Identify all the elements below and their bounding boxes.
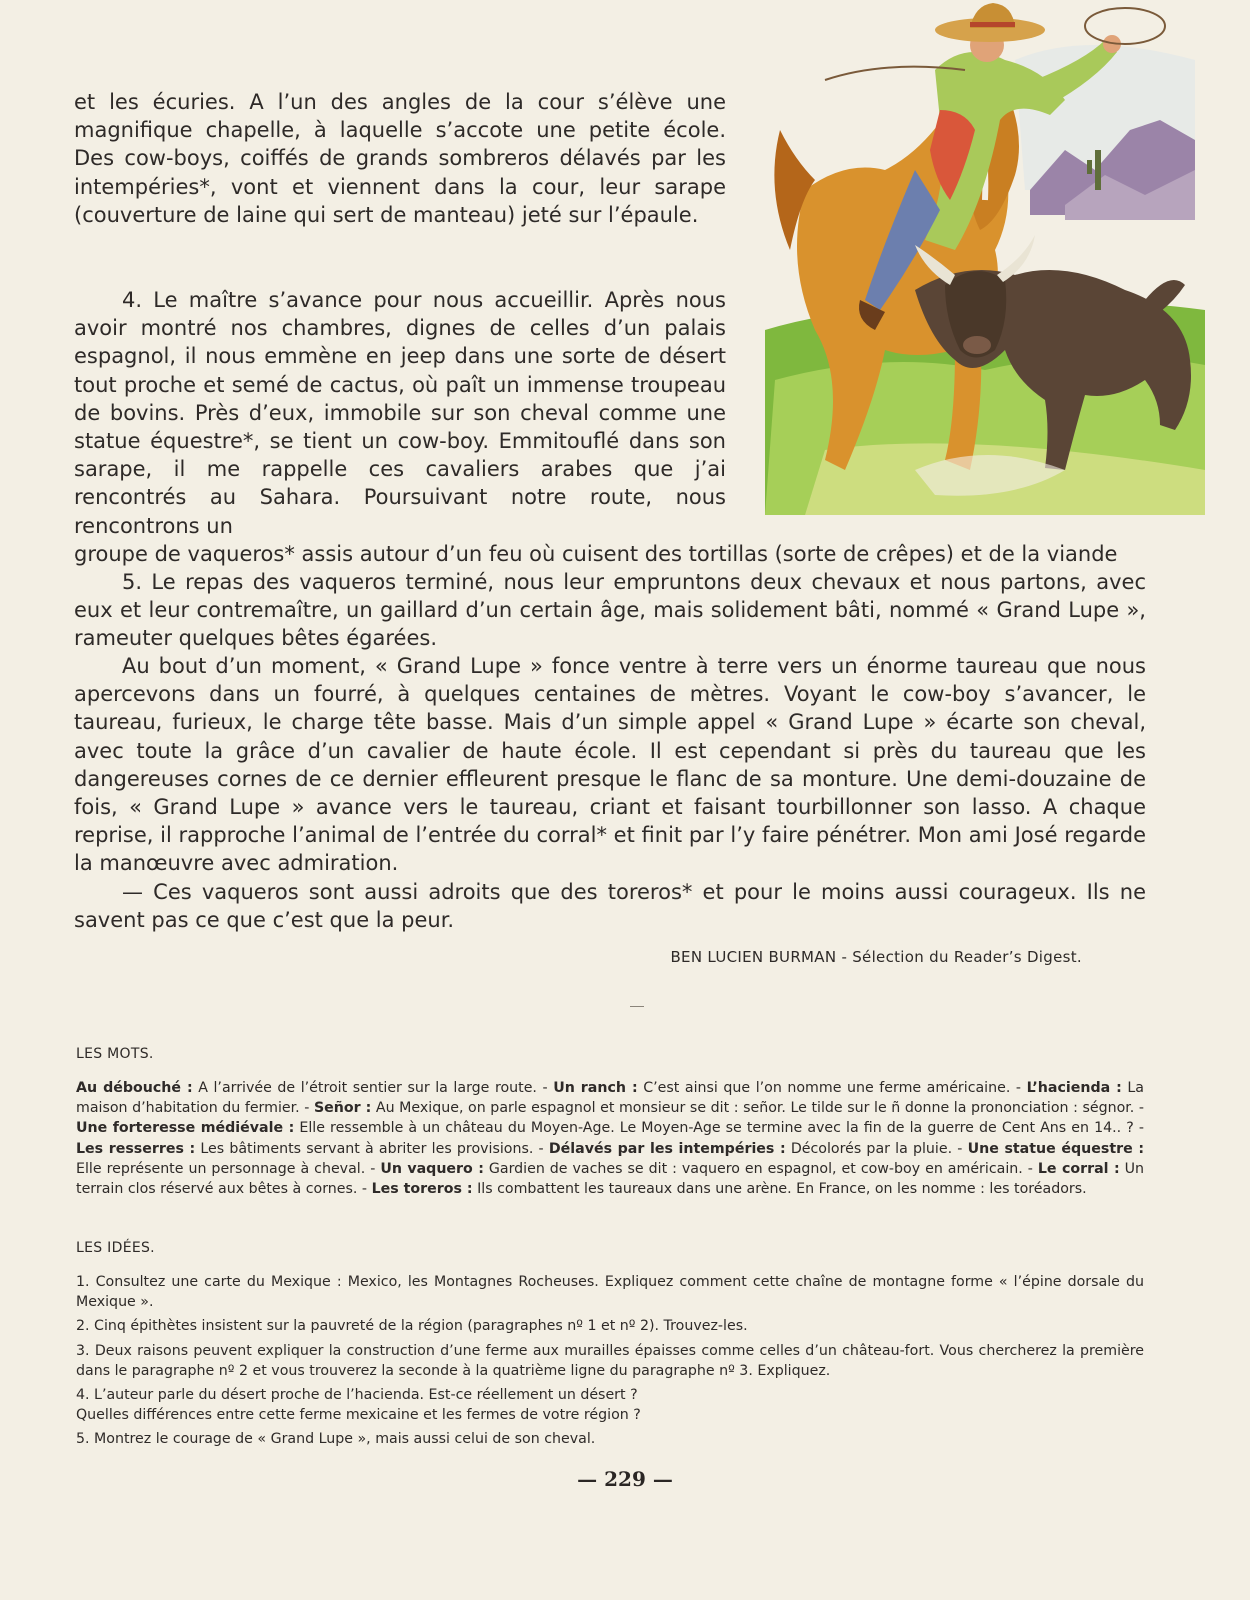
paragraph-quote — [74, 878, 1146, 934]
glossary-term: Délavés par les intempéries : — [548, 1140, 786, 1157]
question-5: 5. Montrez le courage de « Grand Lupe », mais aussi celui de son cheval. — [76, 1431, 596, 1448]
question-2: 2. Cinq épithètes insistent sur la pauvreté de la région (paragraphes nº 1 et nº 2). Trouvez-les. — [76, 1318, 748, 1335]
glossary-term: Señor : — [313, 1100, 372, 1117]
les-idees-questions — [76, 1272, 1144, 1454]
glossary-definition: Un terrain clos réservé aux bêtes à cornes. - — [76, 1160, 1144, 1198]
question-1: 1. Consultez une carte du Mexique : Mexico, les Montagnes Rocheuses. Expliquez comment cette chaîne de montagne forme « l’épine dorsale du Mexique ». — [76, 1274, 1144, 1311]
paragraph-4-end: groupe de vaqueros* assis autour d’un feu où cuisent des tortillas (sorte de crêpes) et de la viande — [74, 541, 1118, 566]
paragraph-4-text: 4. Le maître s’avance pour nous accueillir. Après nous avoir montré nos chambres, dignes de celles d’un palais espagnol, il nous emmène en jeep dans une sorte de désert tout proche et semé de cactus, où paît un immense troupeau de bovins. Près d’eux, immobile sur son cheval comme une statue équestre*, se tient un cow-boy. Emmitouflé dans son sarape, il me rappelle ces cavaliers arabes que j’ai rencontrés au Sahara. Poursuivant notre route, nous rencontrons un — [74, 288, 726, 538]
les-mots-heading: LES MOTS. — [76, 1046, 154, 1062]
glossary-term: Une statue équestre : — [967, 1140, 1145, 1157]
glossary-term: Les toreros : — [371, 1181, 473, 1198]
glossary-definition: C’est ainsi que l’on nomme une ferme américaine. - — [637, 1080, 1027, 1096]
paragraph-quote-text: — Ces vaqueros sont aussi adroits que des toreros* et pour le moins aussi courageux. Ils ne savent pas ce que c’est que la peur. — [74, 880, 1146, 933]
divider — [630, 1006, 644, 1007]
glossary-definition: Gardien de vaches se dit : vaquero en espagnol, et cow-boy en américain. - — [483, 1160, 1038, 1177]
glossary-definition: Décolorés par la pluie. - — [785, 1140, 968, 1157]
paragraph-4 — [74, 286, 1118, 568]
glossary-definition: Ils combattent les taureaux dans une arène. En France, on les nomme : les toréadors. — [472, 1181, 1087, 1198]
glossary-term: L’hacienda : — [1026, 1080, 1122, 1096]
paragraph-5 — [74, 568, 1146, 653]
glossary-definition: A l’arrivée de l’étroit sentier sur la large route. - — [192, 1080, 554, 1096]
cowboy-bull-illustration — [765, 0, 1205, 515]
glossary-definition: Elle représente un personnage à cheval. - — [76, 1160, 381, 1177]
question-4: 4. L’auteur parle du désert proche de l’hacienda. Est-ce réellement un désert ? — [76, 1387, 638, 1404]
les-mots-glossary — [76, 1078, 1144, 1199]
question-3: 3. Deux raisons peuvent expliquer la construction d’une ferme aux murailles épaisses comme celles d’un château-fort. Vous chercherez la première dans le paragraphe nº 2 et vous trouverez la seconde à la quatrième ligne du paragraphe nº 3. Expliquez. — [76, 1342, 1144, 1379]
paragraph-intro: et les écuries. A l’un des angles de la cour s’élève une magnifique chapelle, à laquelle s’accote une petite école. Des cow-boys, coiffés de grands sombreros délavés par les intempéries*, vont et viennent dans la cour, leur sarape (couverture de laine qui sert de manteau) jeté sur l’épaule. — [74, 90, 726, 227]
glossary-definition: La maison d’habitation du fermier. - — [76, 1080, 1145, 1117]
author-signature: BEN LUCIEN BURMAN - Sélection du Reader’s Digest. — [670, 948, 1082, 966]
question-4-continued: Quelles différences entre cette ferme mexicaine et les fermes de votre région ? — [76, 1407, 641, 1424]
paragraph-5-text: 5. Le repas des vaqueros terminé, nous leur empruntons deux chevaux et nous partons, avec eux et leur contremaître, un gaillard d’un certain âge, mais solidement bâti, nommé « Grand Lupe », rameuter quelques bêtes égarées. — [74, 570, 1146, 651]
glossary-term: Un ranch : — [553, 1080, 638, 1096]
glossary-term: Le corral : — [1037, 1160, 1120, 1177]
glossary-term: Une forteresse médiévale : — [76, 1120, 295, 1137]
glossary-term: Au débouché : — [76, 1080, 193, 1096]
page-number: — 229 — — [577, 1467, 673, 1491]
glossary-definition: Les bâtiments servant à abriter les provisions. - — [195, 1140, 549, 1157]
les-idees-heading: LES IDÉES. — [76, 1240, 155, 1256]
paragraph-grand-lupe — [74, 652, 1146, 878]
paragraph-grand-lupe-text: Au bout d’un moment, « Grand Lupe » fonce ventre à terre vers un énorme taureau que nous apercevons dans un fourré, à quelques centaines de mètres. Voyant le cow-boy s’avancer, le taureau, furieux, le charge tête basse. Mais d’un simple appel « Grand Lupe » écarte son cheval, avec toute la grâce d’un cavalier de haute école. Il est cependant si près du taureau que les dangereuses cornes de ce dernier effleurent presque le flanc de sa monture. Une demi-douzaine de fois, « Grand Lupe » avance vers le taureau, criant et faisant tourbillonner son lasso. A chaque reprise, il rapproche l’animal de l’entrée du corral* et finit par l’y faire pénétrer. Mon ami José regarde la manœuvre avec admiration. — [74, 654, 1146, 876]
glossary-definition: Au Mexique, on parle espagnol et monsieur se dit : señor. Le tilde sur le ñ donne la prononciation : ségnor. - — [371, 1100, 1144, 1117]
glossary-definition: Elle ressemble à un château du Moyen-Age. Le Moyen-Age se termine avec la fin de la guerre de Cent Ans en 14.. ? - — [294, 1120, 1144, 1137]
glossary-term: Un vaquero : — [380, 1160, 484, 1177]
glossary-term: Les resserres : — [76, 1140, 196, 1157]
